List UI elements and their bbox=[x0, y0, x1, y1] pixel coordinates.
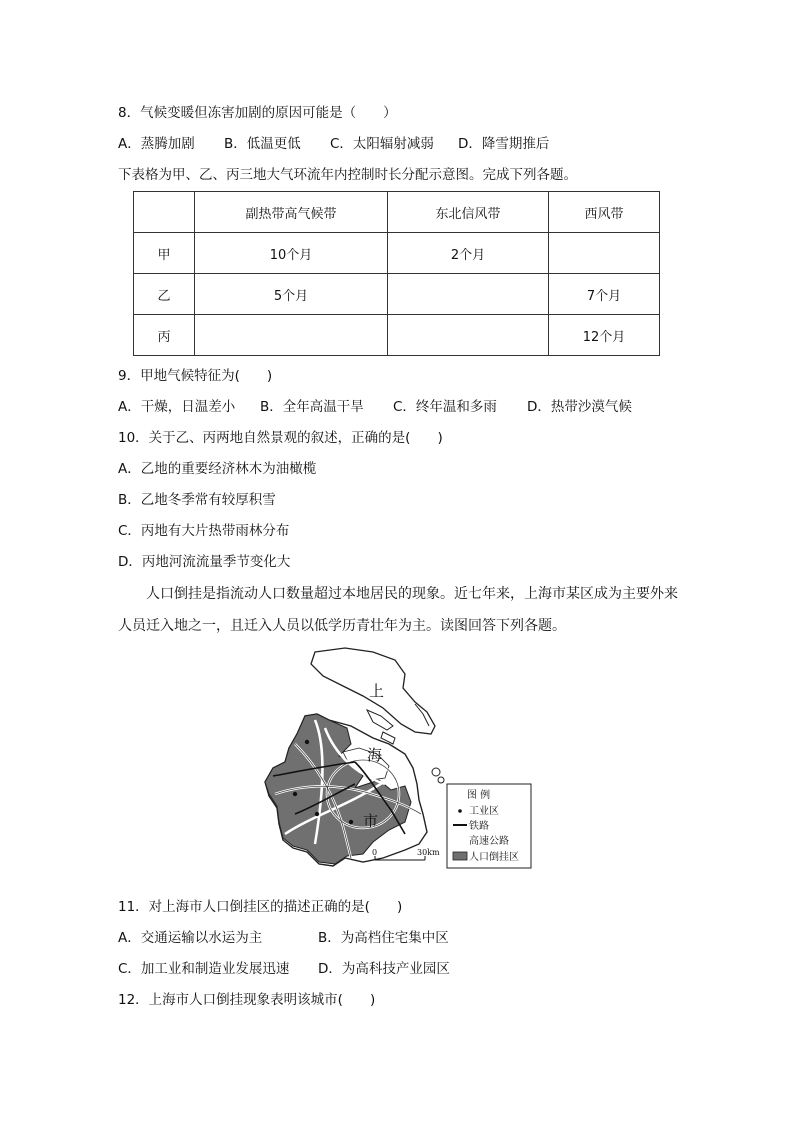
q9-options bbox=[118, 398, 632, 416]
scale-distance: 30km bbox=[417, 848, 440, 857]
legend-industrial-symbol bbox=[458, 809, 462, 813]
q11-stem: 11．对上海市人口倒挂区的描述正确的是( ) bbox=[118, 899, 403, 915]
q8-option-a: A．蒸腾加剧 bbox=[118, 136, 195, 152]
q9-option-a: A．干燥，日温差小 bbox=[118, 399, 236, 415]
q8-stem: 8．气候变暖但冻害加剧的原因可能是（ ） bbox=[118, 105, 397, 121]
industrial-dot bbox=[349, 820, 353, 824]
table-cell: 丙 bbox=[134, 315, 195, 356]
table-header-row bbox=[134, 192, 660, 233]
table-cell bbox=[195, 315, 388, 356]
table-row bbox=[134, 315, 660, 356]
q10-option-c: C．丙地有大片热带雨林分布 bbox=[118, 523, 290, 539]
legend-highway: 高速公路 bbox=[469, 836, 509, 847]
q9-option-d: D．热带沙漠气候 bbox=[527, 399, 632, 415]
table-cell bbox=[549, 233, 660, 274]
q10-option-b: B．乙地冬季常有较厚积雪 bbox=[118, 492, 276, 508]
q11-option-d: D．为高科技产业园区 bbox=[318, 961, 450, 977]
table-cell bbox=[388, 274, 549, 315]
q10-option-d: D．丙地河流流量季节变化大 bbox=[118, 554, 291, 570]
q11-options-row-2 bbox=[118, 960, 450, 978]
industrial-dot bbox=[293, 792, 297, 796]
table-cell: 甲 bbox=[134, 233, 195, 274]
q11-options-row-1 bbox=[118, 929, 449, 947]
q8-option-c: C．太阳辐射减弱 bbox=[330, 136, 434, 152]
shanghai-map bbox=[255, 644, 545, 884]
scale-zero: 0 bbox=[372, 848, 378, 857]
table-cell bbox=[388, 315, 549, 356]
q11-option-b: B．为高档住宅集中区 bbox=[318, 930, 449, 946]
small-island bbox=[438, 777, 444, 783]
q11-option-a: A．交通运输以水运为主 bbox=[118, 930, 263, 946]
q8-options bbox=[118, 135, 549, 153]
table-cell: 乙 bbox=[134, 274, 195, 315]
table-header-cell bbox=[134, 192, 195, 233]
map-legend bbox=[447, 784, 531, 868]
table-intro: 下表格为甲、乙、丙三地大气环流年内控制时长分配示意图。完成下列各题。 bbox=[118, 167, 577, 183]
table-cell: 5个月 bbox=[195, 274, 388, 315]
table-cell: 7个月 bbox=[549, 274, 660, 315]
legend-industrial: 工业区 bbox=[469, 806, 499, 817]
table-header-cell: 东北信风带 bbox=[388, 192, 549, 233]
small-island bbox=[432, 768, 440, 776]
table-cell: 2个月 bbox=[388, 233, 549, 274]
q12-stem: 12．上海市人口倒挂现象表明该城市( ) bbox=[118, 992, 376, 1008]
industrial-dot bbox=[305, 740, 309, 744]
q11-option-c: C．加工业和制造业发展迅速 bbox=[118, 961, 290, 977]
q9-stem: 9．甲地气候特征为( ) bbox=[118, 368, 273, 384]
map-label-shi: 市 bbox=[363, 812, 379, 830]
q9-option-b: B．全年高温干旱 bbox=[260, 399, 364, 415]
table-header-cell: 西风带 bbox=[549, 192, 660, 233]
table-row bbox=[134, 233, 660, 274]
q10-option-a: A．乙地的重要经济林木为油橄榄 bbox=[118, 461, 317, 477]
table-header-cell: 副热带高气候带 bbox=[195, 192, 388, 233]
table-cell: 12个月 bbox=[549, 315, 660, 356]
q9-option-c: C．终年温和多雨 bbox=[393, 399, 497, 415]
passage-line-1: 人口倒挂是指流动人口数量超过本地居民的现象。近七年来，上海市某区成为主要外来 bbox=[146, 586, 678, 602]
legend-title: 图 例 bbox=[467, 790, 491, 801]
legend-inversion: 人口倒挂区 bbox=[469, 852, 519, 863]
table-row bbox=[134, 274, 660, 315]
q8-option-b: B．低温更低 bbox=[224, 136, 301, 152]
passage-line-2: 人员迁入地之一，且迁入人员以低学历青壮年为主。读图回答下列各题。 bbox=[118, 618, 566, 634]
q8-option-d: D．降雪期推后 bbox=[458, 136, 550, 152]
map-label-shang: 上 bbox=[369, 682, 385, 700]
legend-railway: 铁路 bbox=[469, 821, 489, 832]
circulation-table bbox=[133, 191, 660, 356]
map-label-hai: 海 bbox=[367, 746, 383, 764]
legend-inversion-symbol bbox=[453, 852, 467, 860]
table-cell: 10个月 bbox=[195, 233, 388, 274]
industrial-dot bbox=[315, 812, 319, 816]
q10-stem: 10．关于乙、丙两地自然景观的叙述，正确的是( ) bbox=[118, 430, 443, 446]
